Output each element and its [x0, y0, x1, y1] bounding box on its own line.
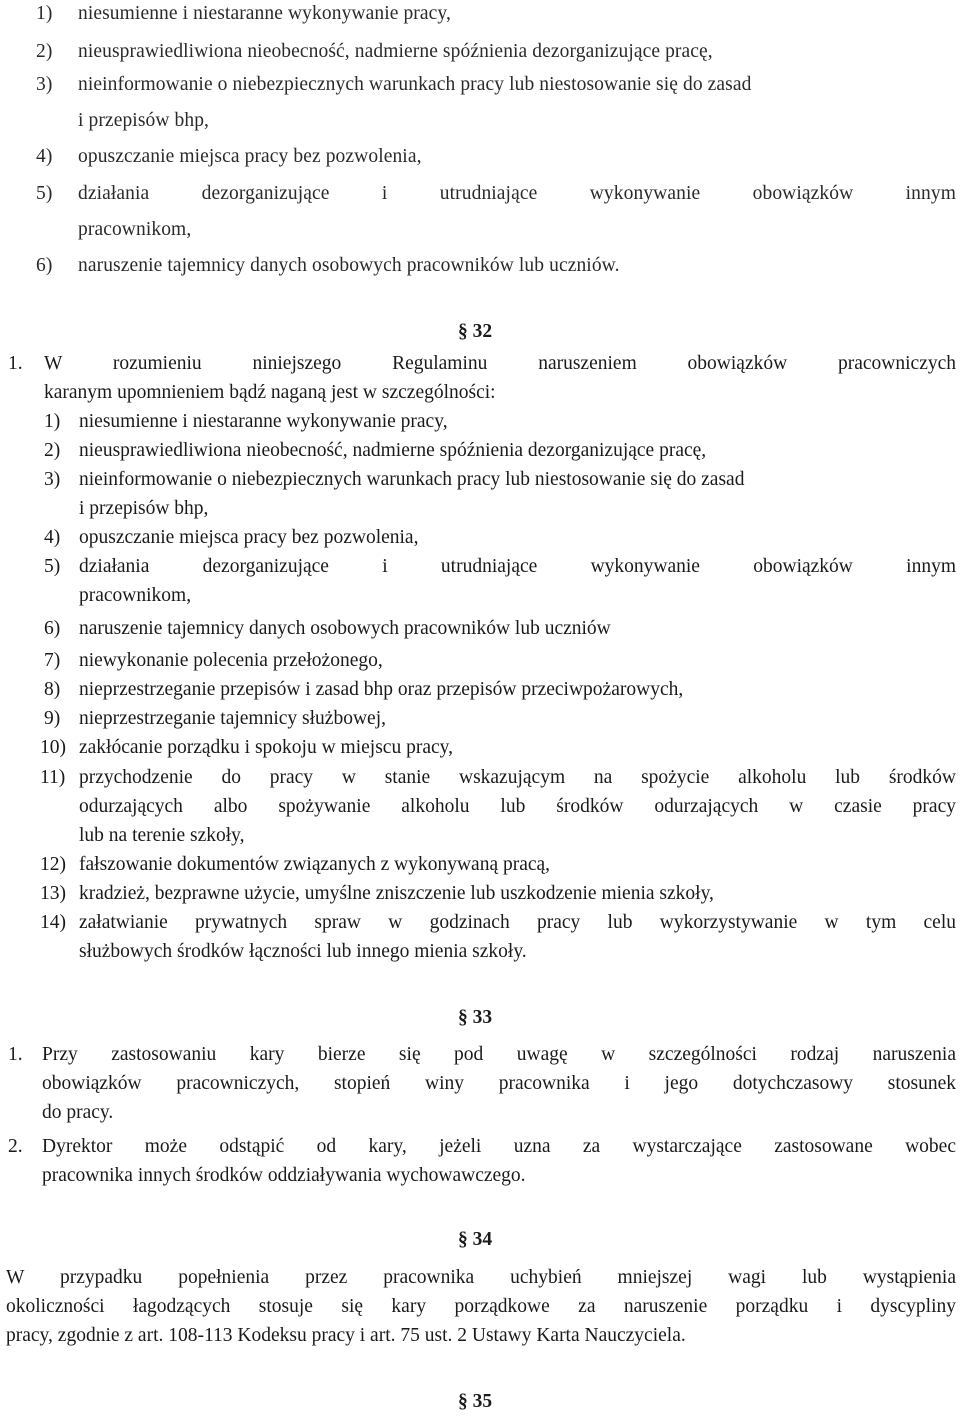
list-item: nieprzestrzeganie przepisów i zasad bhp oraz przepisów przeciwpożarowych,	[79, 679, 684, 700]
paragraph-text-continuation: pracownika innych środków oddziaływania wychowawczego.	[42, 1165, 526, 1186]
list-item: przychodzenie do pracy w stanie wskazującym na spożycie alkoholu lub środków	[79, 767, 956, 788]
list-number: 8)	[44, 679, 61, 700]
list-number: 12)	[40, 854, 66, 875]
list-number: 7)	[44, 650, 61, 671]
list-item-continuation: pracownikom,	[79, 585, 192, 606]
list-item: niesumienne i niestaranne wykonywanie pracy,	[78, 3, 451, 24]
list-item: działania dezorganizujące i utrudniające wykonywanie obowiązków innym	[79, 556, 956, 577]
list-item-continuation: odurzających albo spożywanie alkoholu lub środków odurzających w czasie pracy	[79, 796, 956, 817]
list-item: niewykonanie polecenia przełożonego,	[79, 650, 383, 671]
section-heading-33: § 33	[458, 1007, 493, 1028]
list-number: 4)	[44, 527, 61, 548]
list-item: nieusprawiedliwiona nieobecność, nadmierne spóźnienia dezorganizujące pracę,	[78, 41, 713, 62]
list-item: zakłócanie porządku i spokoju w miejscu pracy,	[79, 737, 453, 758]
list-item: opuszczanie miejsca pracy bez pozwolenia,	[78, 146, 422, 167]
list-number: 2)	[44, 440, 61, 461]
list-number: 3)	[44, 469, 61, 490]
list-number: 6)	[36, 255, 53, 276]
list-item: nieprzestrzeganie tajemnicy służbowej,	[79, 708, 386, 729]
list-number: 13)	[40, 883, 66, 904]
section-heading-34: § 34	[458, 1229, 493, 1250]
list-item-continuation: i przepisów bhp,	[79, 498, 209, 519]
list-item: naruszenie tajemnicy danych osobowych pracowników lub uczniów	[79, 618, 611, 639]
list-number: 3)	[36, 74, 53, 95]
list-number: 5)	[44, 556, 61, 577]
list-number: 1)	[44, 411, 61, 432]
list-item-continuation: pracownikom,	[78, 219, 192, 240]
paragraph-text-continuation: pracy, zgodnie z art. 108-113 Kodeksu pracy i art. 75 ust. 2 Ustawy Karta Nauczyciela.	[6, 1325, 686, 1346]
list-item: nieinformowanie o niebezpiecznych warunkach pracy lub niestosowanie się do zasad	[79, 469, 745, 490]
list-item: nieinformowanie o niebezpiecznych warunkach pracy lub niestosowanie się do zasad	[78, 74, 752, 95]
paragraph-number: 1.	[8, 353, 23, 374]
paragraph-text: W przypadku popełnienia przez pracownika uchybień mniejszej wagi lub wystąpienia	[6, 1267, 956, 1288]
list-item: fałszowanie dokumentów związanych z wykonywaną pracą,	[79, 854, 551, 875]
list-number: 9)	[44, 708, 61, 729]
list-item: kradzież, bezprawne użycie, umyślne zniszczenie lub uszkodzenie mienia szkoły,	[79, 883, 714, 904]
list-item: niesumienne i niestaranne wykonywanie pracy,	[79, 411, 448, 432]
list-item-continuation: i przepisów bhp,	[78, 110, 210, 131]
list-number: 2)	[36, 41, 53, 62]
list-number: 10)	[40, 737, 66, 758]
list-number: 6)	[44, 618, 61, 639]
list-number: 5)	[36, 183, 53, 204]
paragraph-text-continuation: obowiązków pracowniczych, stopień winy pracownika i jego dotychczasowy stosunek	[42, 1073, 956, 1094]
paragraph-number: 2.	[8, 1136, 23, 1157]
list-number: 14)	[40, 912, 66, 933]
list-item: działania dezorganizujące i utrudniające wykonywanie obowiązków innym	[78, 183, 956, 204]
list-number: 4)	[36, 146, 53, 167]
list-item: opuszczanie miejsca pracy bez pozwolenia,	[79, 527, 419, 548]
list-item: nieusprawiedliwiona nieobecność, nadmierne spóźnienia dezorganizujące pracę,	[79, 440, 707, 461]
paragraph-text-continuation: okoliczności łagodzących stosuje się kary porządkowe za naruszenie porządku i dyscypliny	[6, 1296, 956, 1317]
list-item-continuation: lub na terenie szkoły,	[79, 825, 245, 846]
list-item-continuation: służbowych środków łączności lub innego mienia szkoły.	[79, 941, 527, 962]
list-number: 11)	[40, 767, 66, 788]
paragraph-text: W rozumieniu niniejszego Regulaminu naruszeniem obowiązków pracowniczych	[44, 353, 956, 374]
section-heading-35: § 35	[458, 1391, 493, 1412]
list-item: załatwianie prywatnych spraw w godzinach pracy lub wykorzystywanie w tym celu	[79, 912, 956, 933]
section-heading-32: § 32	[458, 321, 493, 342]
list-item: naruszenie tajemnicy danych osobowych pracowników lub uczniów.	[78, 255, 620, 276]
list-number: 1)	[36, 3, 53, 24]
paragraph-text-continuation: do pracy.	[42, 1102, 114, 1123]
paragraph-text: Przy zastosowaniu kary bierze się pod uwagę w szczególności rodzaj naruszenia	[42, 1044, 956, 1065]
paragraph-text-continuation: karanym upomnieniem bądź naganą jest w szczególności:	[44, 382, 496, 403]
paragraph-text: Dyrektor może odstąpić od kary, jeżeli uzna za wystarczające zastosowane wobec	[42, 1136, 956, 1157]
paragraph-number: 1.	[8, 1044, 23, 1065]
